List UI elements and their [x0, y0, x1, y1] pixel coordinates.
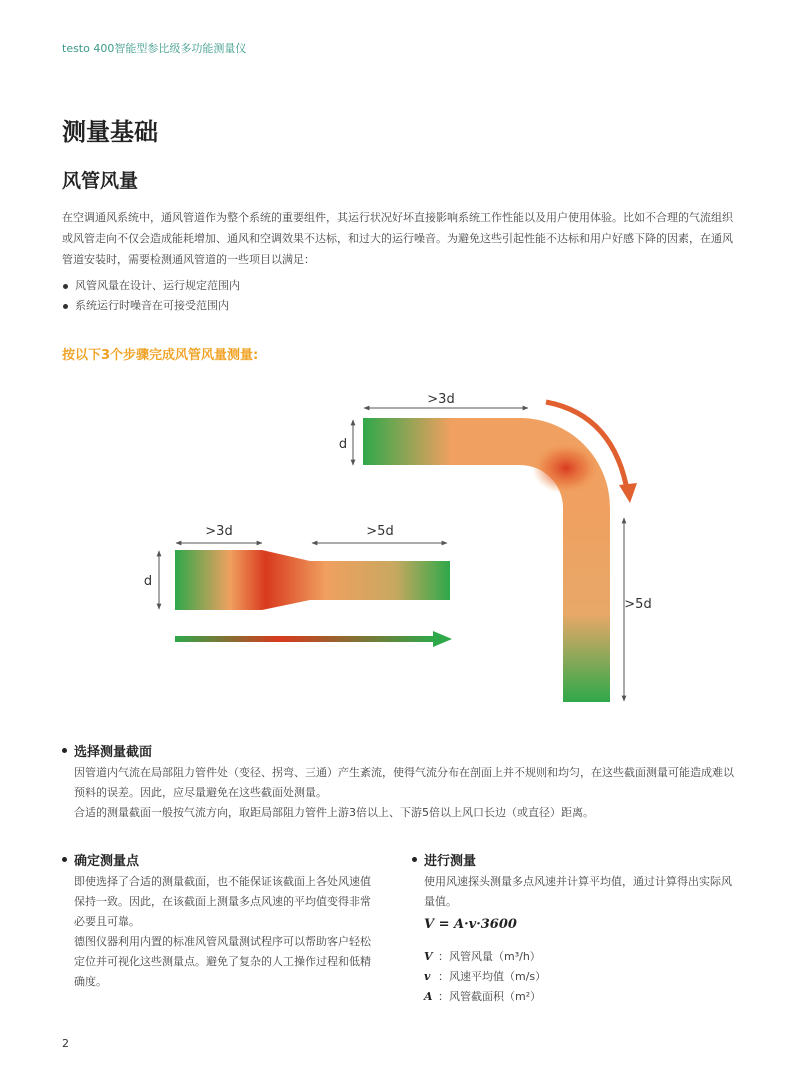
bullet-icon [412, 857, 417, 862]
reducer-downstream-label: >5d [366, 524, 394, 539]
step-2-body: 德图仪器利用内置的标准风管风量测试程序可以帮助客户轻松定位并可视化这些测量点。避免了复杂的人工操作过程和低精确度。 [74, 935, 371, 988]
list-item: 风管风量在设计、运行规定范围内 [62, 276, 742, 296]
step-3-title: 进行测量 [412, 850, 742, 869]
steps-heading: 按以下3个步骤完成风管风量测量: [62, 348, 259, 363]
reducer-d-label: d [143, 574, 153, 589]
variable-row: A ：风管截面积（m²） [424, 990, 542, 1003]
step-2-title: 确定测量点 [62, 850, 380, 869]
step-3 [412, 850, 742, 912]
formula-variables [424, 947, 546, 1007]
elbow-duct [363, 418, 610, 702]
variable-row: v ：风速平均值（m/s） [424, 970, 547, 983]
step-1 [62, 741, 742, 823]
elbow-d-label: d [338, 437, 348, 452]
elbow-upstream-label: >3d [427, 392, 455, 407]
airflow-arrowhead-icon [433, 631, 452, 647]
airflow-arrow [175, 636, 435, 642]
step-2-body: 即使选择了合适的测量截面，也不能保证该截面上各处风速值保持一致。因此，在该截面上测量多点风速的平均值变得非常必要且可靠。 [74, 875, 371, 928]
list-item: 系统运行时噪音在可接受范围内 [62, 296, 742, 316]
step-2 [62, 850, 380, 992]
reducer-duct [175, 550, 450, 610]
step-1-body: 合适的测量截面一般按气流方向，取距局部阻力管件上游3倍以上、下游5倍以上风口长边（或直径）距离。 [74, 806, 594, 819]
bullet-icon [62, 748, 67, 753]
page-number: 2 [62, 1037, 69, 1050]
step-1-title: 选择测量截面 [62, 741, 742, 760]
elbow-downstream-label: >5d [624, 597, 652, 612]
step-1-body: 因管道内气流在局部阻力管件处（变径、拐弯、三通）产生紊流，使得气流分布在剖面上并不规则和均匀，在这些截面测量可能造成难以预料的误差。因此，应尽量避免在这些截面处测量。 [74, 766, 734, 799]
step-3-body: 使用风速探头测量多点风速并计算平均值，通过计算得出实际风量值。 [424, 875, 732, 908]
duct-diagram [0, 380, 800, 730]
section-title: 风管风量 [62, 170, 139, 192]
variable-row: V ：风管风量（m³/h） [424, 950, 541, 963]
page-title: 测量基础 [62, 118, 158, 146]
document-header: testo 400智能型参比级多功能测量仪 [62, 42, 247, 55]
airflow-formula: V = A·v·3600 [424, 917, 517, 932]
intro-paragraph: 在空调通风系统中，通风管道作为整个系统的重要组件，其运行状况好坏直接影响系统工作性能以及用户使用体验。比如不合理的气流组织或风管走向不仅会造成能耗增加、通风和空调效果不达标，和过大的运行噪音。为避免这些引起性能不达标和用户好感下降的因素，在通风管道安装时，需要检测通风管道的一些项目以满足： [62, 211, 733, 266]
bullet-icon [62, 857, 67, 862]
flow-arrowhead-icon [619, 483, 637, 503]
reducer-upstream-label: >3d [205, 524, 233, 539]
requirements-list [62, 276, 742, 316]
